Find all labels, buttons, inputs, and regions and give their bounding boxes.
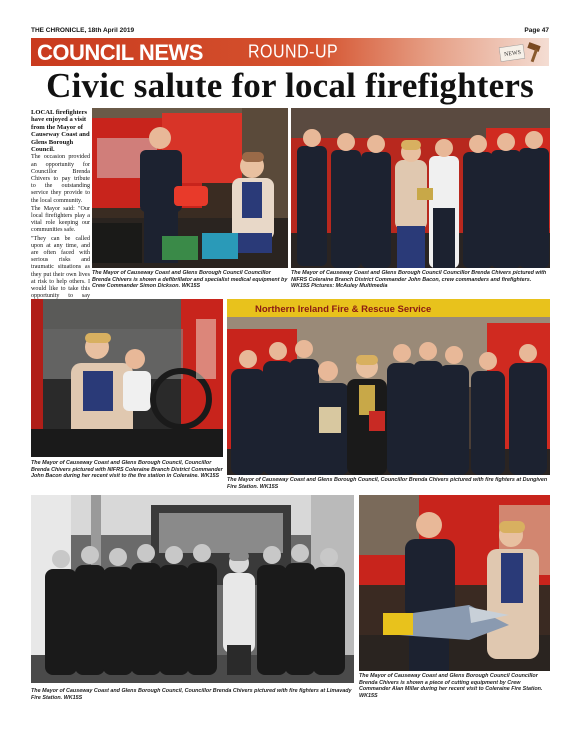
article-lead: LOCAL firefighters have enjoyed a visit from the Mayor of Causeway Coast and Glens Borough Council. — [31, 109, 90, 154]
photo-group-commanders — [291, 108, 550, 268]
photo-limavady-group — [31, 495, 354, 683]
article-paragraph: The Mayor said: "Our local firefighters play a vital role keeping our communities safe. — [31, 205, 90, 234]
photo-caption: The Mayor of Causeway Coast and Glens Borough Council Councillor Brenda Chivers pictured with NIFRS Coleraine Branch District Commander John Bacon, crew commanders and firefighters. WK15S Pictures: McAuley Multimedia — [291, 270, 547, 290]
publication-date: THE CHRONICLE, 18th April 2019 — [31, 27, 135, 34]
page-number: Page 47 — [524, 27, 549, 34]
page-header — [31, 25, 549, 36]
photo-dungiven-group — [227, 299, 550, 475]
section-title: COUNCIL NEWS — [37, 40, 203, 65]
station-sign-text: Northern Ireland Fire & Rescue Service — [255, 304, 432, 315]
photo-cutting-equipment — [359, 495, 550, 671]
section-subtitle: ROUND-UP — [248, 42, 339, 63]
photo-caption: The Mayor of Causeway Coast and Glens Borough Council, Councillor Brenda Chivers pictured with fire fighters at Dungiven Fire Station. WK15S — [227, 477, 548, 490]
photo-caption: The Mayor of Causeway Coast and Glens Borough Council, Councillor Brenda Chivers pictured with NIFRS Coleraine Branch District Commander John Bacon during her recent visit to the fire station in Coleraine. WK15S — [31, 460, 223, 480]
section-banner — [31, 38, 549, 66]
logo-text: NEWS — [503, 49, 522, 59]
article-paragraph: The occasion provided an opportunity for Councillor Brenda Chivers to pay tribute to the outstanding service they provide to the local community. — [31, 154, 90, 204]
photo-caption: The Mayor of Causeway Coast and Glens Borough Council Councillor Brenda Chivers is shown a defibrillator and specialist medical equipment by Crew Commander Simon Dickson. WK15S — [92, 270, 288, 290]
article-column — [31, 109, 90, 309]
photo-defibrillator — [92, 108, 288, 268]
photo-caption: The Mayor of Causeway Coast and Glens Borough Council Councillor Brenda Chivers is shown a piece of cutting equipment by Crew Commander Alan Millar during her recent visit to Coleraine Fire Station. WK15S — [359, 673, 543, 699]
news-gavel-icon — [498, 40, 546, 64]
article-paragraph: "They can be called upon at any time, and are often faced with serious risks and traumatic situations as they put their own lives at risk to help others. I would like to take this opportunity to say — [31, 235, 90, 300]
photo-caption: The Mayor of Causeway Coast and Glens Borough Council, Councillor Brenda Chivers pictured with fire fighters at Limavady Fire Station. WK15S — [31, 688, 352, 701]
headline: Civic salute for local firefighters — [46, 66, 534, 105]
photo-fire-engine-cab — [31, 299, 223, 457]
